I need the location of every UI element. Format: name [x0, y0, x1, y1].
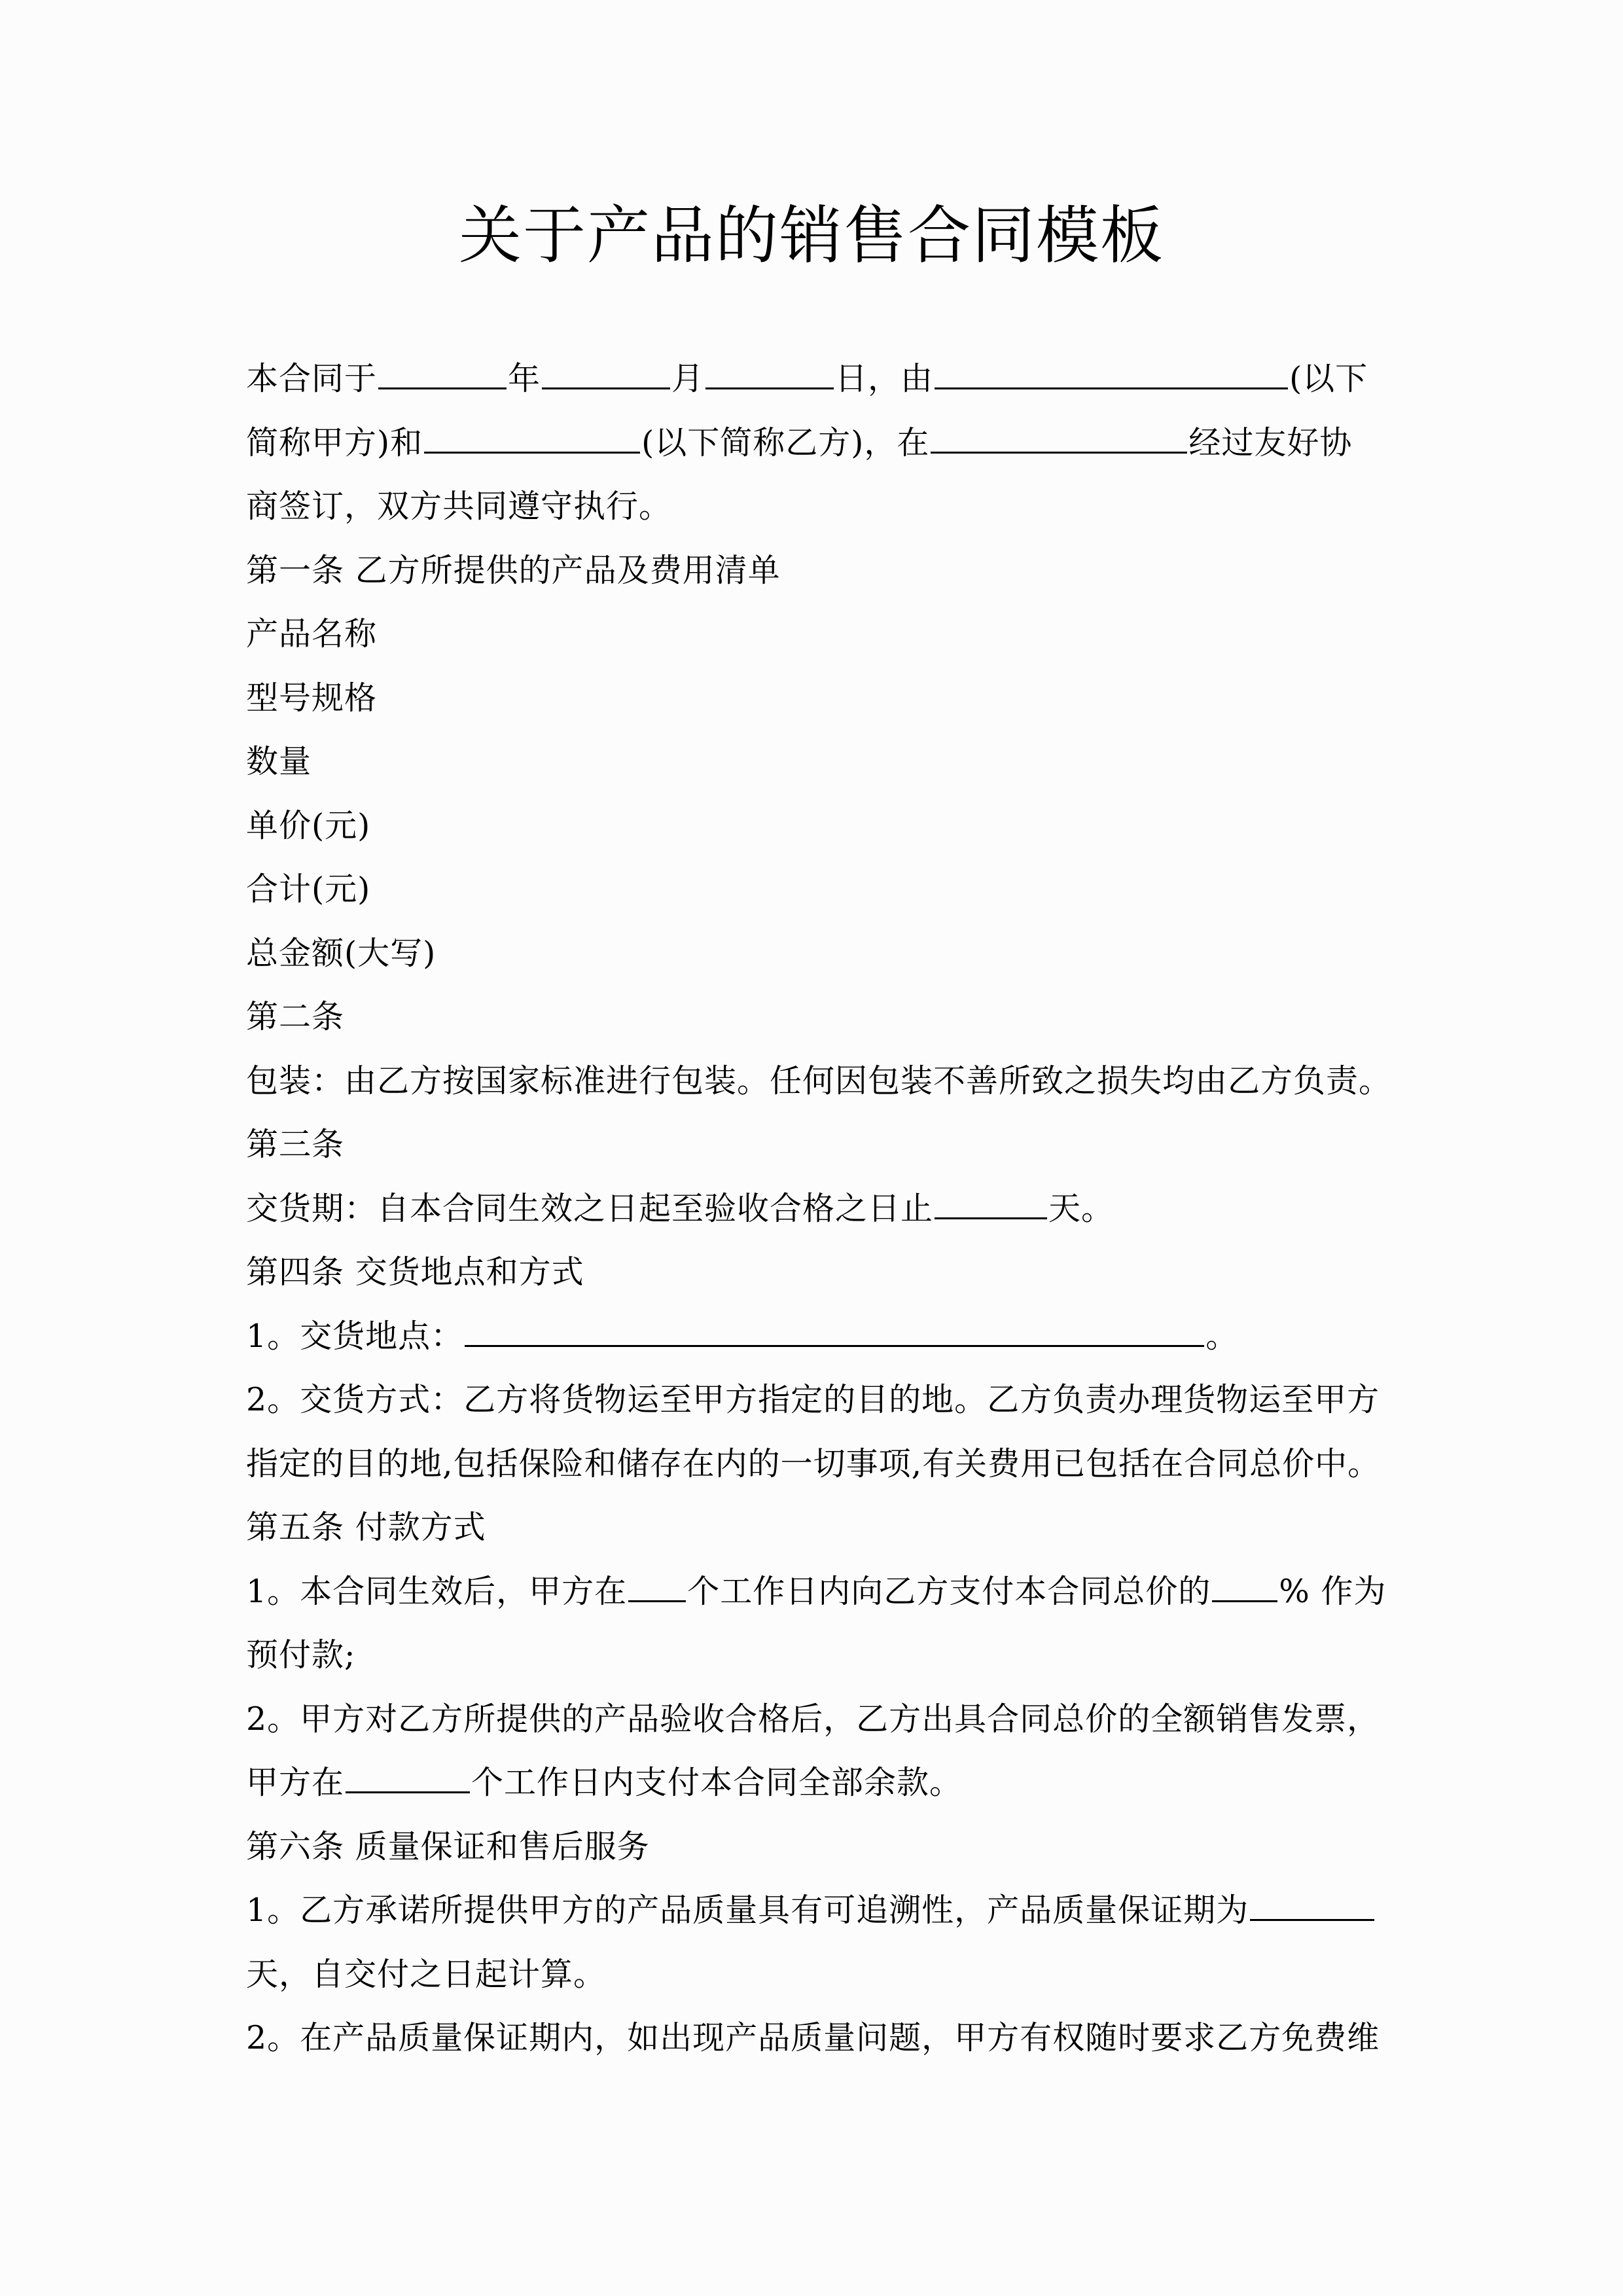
- document-title: 关于产品的销售合同模板: [459, 199, 1164, 272]
- party-a-blank[interactable]: [935, 357, 1288, 389]
- clause-text: 甲方在: [246, 1764, 345, 1801]
- intro-text: (以下简称乙方)，在: [641, 423, 930, 461]
- prepayment-percent-blank[interactable]: [1212, 1570, 1277, 1602]
- clause-text: 个工作日内向乙方支付本合同总价的: [687, 1572, 1211, 1610]
- clause-text: 1。交货地点：: [246, 1317, 464, 1355]
- clause-text: 1。本合同生效后，甲方在: [246, 1572, 628, 1610]
- document-body: [246, 347, 1392, 2070]
- intro-text: (以下: [1289, 360, 1368, 397]
- clause-text: 交货期：自本合同生效之日起至验收合格之日止: [246, 1189, 934, 1227]
- clause-text: 。: [1205, 1317, 1239, 1355]
- balance-clause-line-2: [246, 1751, 1385, 1815]
- intro-text: 经过友好协: [1188, 423, 1353, 461]
- after-sales-clause-line-1: 2。在产品质量保证期内，如出现产品质量问题，甲方有权随时要求乙方免费维: [246, 2019, 1380, 2056]
- quantity-item: 数量: [246, 743, 312, 780]
- intro-text: 日，由: [835, 360, 934, 397]
- warranty-clause-line-1: [246, 1878, 1385, 1943]
- total-amount-item: 总金额(大写): [246, 934, 437, 972]
- article-5-heading: 第五条 付款方式: [246, 1509, 486, 1546]
- clause-text: 1。乙方承诺所提供甲方的产品质量具有可追溯性，产品质量保证期为: [246, 1892, 1249, 1929]
- warranty-clause-line-2: 天，自交付之日起计算。: [246, 1955, 607, 1993]
- article-2-heading: 第二条: [246, 998, 345, 1035]
- article-3-heading: 第三条: [246, 1126, 345, 1163]
- delivery-location-clause: [246, 1304, 1385, 1369]
- signing-place-blank[interactable]: [931, 422, 1187, 454]
- month-blank[interactable]: [542, 357, 670, 389]
- article-1-heading: 第一条 乙方所提供的产品及费用清单: [246, 551, 781, 589]
- balance-clause-line-1: 2。甲方对乙方所提供的产品验收合格后，乙方出具合同总价的全额销售发票，: [246, 1700, 1380, 1738]
- delivery-period-clause: [246, 1177, 1385, 1241]
- delivery-method-line-2: 指定的目的地,包括保险和储存在内的一切事项,有关费用已包括在合同总价中。: [246, 1444, 1381, 1482]
- product-name-item: 产品名称: [246, 615, 378, 653]
- model-spec-item: 型号规格: [246, 679, 378, 717]
- prepayment-clause-line-2: 预付款;: [246, 1636, 356, 1674]
- intro-text: 年: [508, 360, 541, 397]
- article-4-heading: 第四条 交货地点和方式: [246, 1253, 584, 1291]
- clause-text: 个工作日内支付本合同全部余款。: [471, 1764, 963, 1801]
- subtotal-item: 合计(元): [246, 870, 371, 908]
- intro-line-2: [246, 411, 1385, 475]
- delivery-location-blank[interactable]: [465, 1315, 1204, 1347]
- warranty-days-blank[interactable]: [1250, 1889, 1374, 1921]
- clause-text: 天。: [1048, 1189, 1115, 1227]
- day-blank[interactable]: [705, 357, 834, 389]
- intro-text: 本合同于: [246, 360, 378, 397]
- intro-line-3: 商签订，双方共同遵守执行。: [246, 488, 672, 525]
- clause-text: % 作为: [1279, 1572, 1387, 1610]
- unit-price-item: 单价(元): [246, 806, 371, 844]
- intro-line-1: [246, 347, 1385, 411]
- intro-text: 月: [671, 360, 705, 397]
- intro-text: 简称甲方)和: [246, 423, 423, 461]
- prepayment-days-blank[interactable]: [628, 1570, 686, 1602]
- party-b-blank[interactable]: [424, 422, 640, 454]
- year-blank[interactable]: [378, 357, 507, 389]
- article-6-heading: 第六条 质量保证和售后服务: [246, 1827, 650, 1865]
- delivery-days-blank[interactable]: [935, 1187, 1047, 1219]
- delivery-method-line-1: 2。交货方式：乙方将货物运至甲方指定的目的地。乙方负责办理货物运至甲方: [246, 1381, 1380, 1418]
- packaging-clause: 包装：由乙方按国家标准进行包装。任何因包装不善所致之损失均由乙方负责。: [246, 1062, 1392, 1100]
- prepayment-clause-line-1: [246, 1560, 1385, 1624]
- balance-days-blank[interactable]: [346, 1761, 470, 1793]
